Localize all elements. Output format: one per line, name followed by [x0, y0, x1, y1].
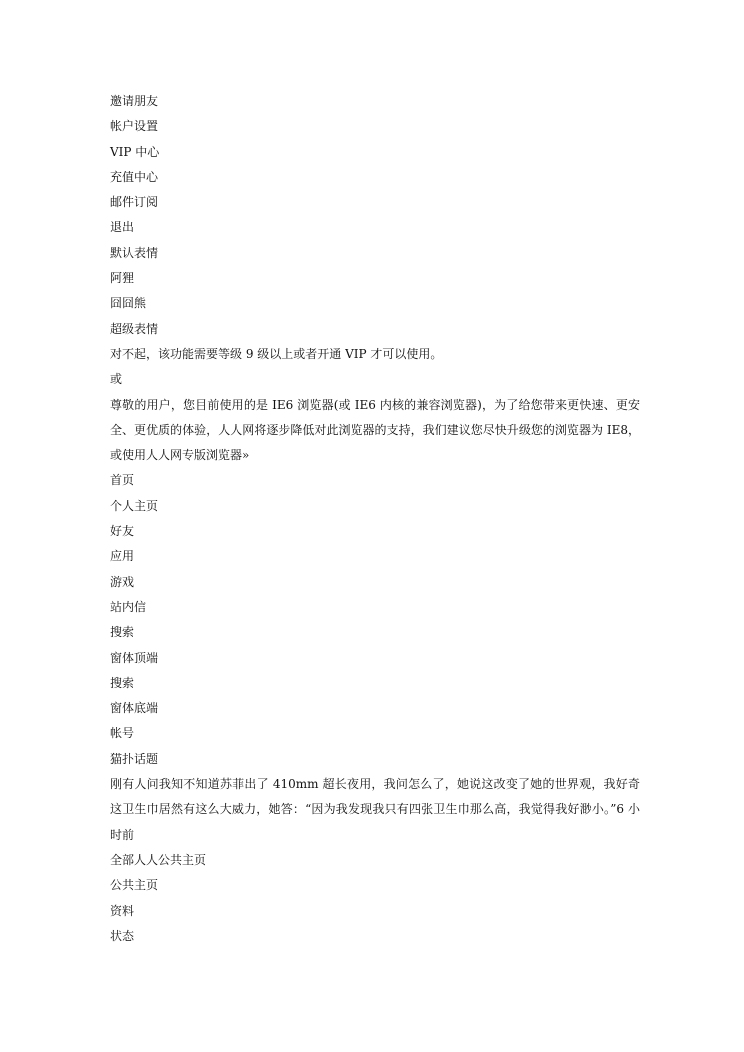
- emoticon-tab-panda[interactable]: 囧囧熊: [110, 296, 147, 311]
- vip-notice-text: 对不起，该功能需要等级 9 级以上或者开通 VIP 才可以使用。: [110, 346, 443, 361]
- nav-messages-link[interactable]: 站内信: [110, 599, 147, 614]
- nav-apps-link[interactable]: 应用: [110, 549, 135, 564]
- emoticon-tab-default[interactable]: 默认表情: [110, 245, 159, 260]
- invite-friends-link[interactable]: 邀请朋友: [110, 94, 159, 108]
- page-content: [110, 89, 640, 949]
- emoticon-tab-ali[interactable]: 阿狸: [110, 271, 135, 286]
- search-top-button[interactable]: 搜索: [110, 625, 135, 640]
- topic-title: 猫扑话题: [110, 751, 159, 766]
- account-link[interactable]: 帐号: [110, 726, 135, 741]
- nav-home-link[interactable]: 首页: [110, 473, 135, 488]
- logout-link[interactable]: 退出: [110, 220, 135, 235]
- mail-subscription-link[interactable]: 邮件订阅: [110, 195, 159, 210]
- recharge-center-link[interactable]: 充值中心: [110, 169, 159, 184]
- nav-profile-link[interactable]: 个人主页: [110, 498, 159, 513]
- status-link[interactable]: 状态: [110, 928, 135, 943]
- nav-friends-link[interactable]: 好友: [110, 524, 135, 539]
- all-public-pages-link[interactable]: 全部人人公共主页: [110, 852, 207, 867]
- emoticon-tab-super[interactable]: 超级表情: [110, 321, 159, 336]
- vip-center-link[interactable]: VIP 中心: [110, 144, 160, 159]
- search-bottom-button[interactable]: 搜索: [110, 675, 135, 690]
- nav-games-link[interactable]: 游戏: [110, 574, 135, 589]
- info-link[interactable]: 资料: [110, 903, 135, 918]
- topic-body: 刚有人问我知不知道苏菲出了 410mm 超长夜用，我问怎么了，她说这改变了她的世界观，我好奇这卫生巾居然有这么大威力，她答：“因为我发现我只有四张卫生巾那么高，我觉得我好渺小。”6 小时前: [110, 777, 640, 842]
- public-page-link[interactable]: 公共主页: [110, 878, 159, 893]
- or-text: 或: [110, 372, 123, 387]
- window-bottom-label: 窗体底端: [110, 701, 159, 716]
- browser-notice: 尊敬的用户，您目前使用的是 IE6 浏览器(或 IE6 内核的兼容浏览器)，为了给您带来更快速、更安全、更优质的体验，人人网将逐步降低对此浏览器的支持，我们建议您尽快升级您的浏览器为 IE8，或使用人人网专版浏览器»: [110, 397, 640, 463]
- window-top-label: 窗体顶端: [110, 650, 159, 665]
- account-settings-link[interactable]: 帐户设置: [110, 119, 159, 134]
